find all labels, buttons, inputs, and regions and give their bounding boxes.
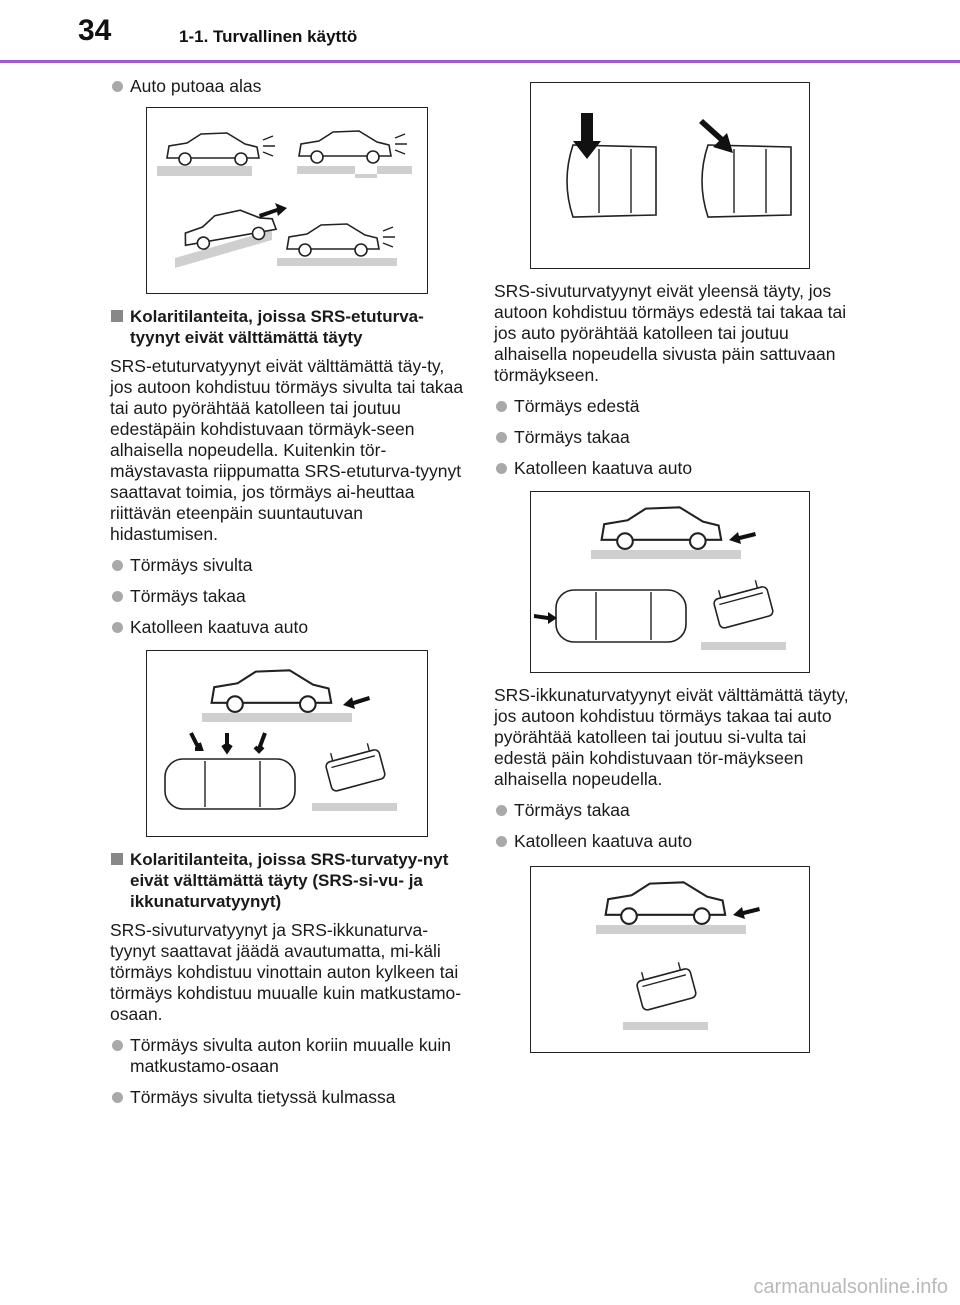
car-falling-illustration bbox=[147, 108, 427, 293]
bullet-front-collision: Törmäys edestä bbox=[494, 396, 849, 417]
bullet-rollover: Katolleen kaatuva auto bbox=[110, 617, 465, 638]
bullet-rear-collision-right: Törmäys takaa bbox=[494, 427, 849, 448]
left-column bbox=[110, 70, 465, 1118]
side-angle-illustration bbox=[531, 83, 809, 268]
figure-front-airbag-collisions bbox=[146, 650, 428, 837]
footer-watermark: carmanualsonline.info bbox=[753, 1276, 948, 1298]
bullet-rollover-right: Katolleen kaatuva auto bbox=[494, 458, 849, 479]
bullet-side-angle: Törmäys sivulta tietyssä kulmassa bbox=[110, 1087, 465, 1108]
figure-side-airbag-collisions bbox=[530, 491, 810, 673]
paragraph-side-airbags-general: SRS-sivuturvatyynyt eivät yleensä täyty, jos autoon kohdistuu törmäys edestä tai takaa tai jos auto pyörähtää katolleen tai joutuu alhaisella nopeudella sivusta päin sattuvaan törmäykseen. bbox=[494, 281, 847, 385]
bullet-side-collision: Törmäys sivulta bbox=[110, 555, 465, 576]
heading-side-airbags: Kolaritilanteita, joissa SRS-turvatyy-nyt eivät välttämättä täyty (SRS-si-vu- ja ikkunaturvatyynyt) bbox=[110, 849, 465, 912]
bullet-rear-collision: Törmäys takaa bbox=[110, 586, 465, 607]
side-airbag-illustration bbox=[531, 492, 809, 672]
header-rule bbox=[0, 60, 960, 63]
paragraph-curtain-airbags: SRS-ikkunaturvatyynyt eivät välttämättä täyty, jos autoon kohdistuu törmäys takaa tai auto pyörähtää katolleen tai joutuu si-vulta tai edestä päin kohdistuvaan tör-mäykseen alhaisella nopeudella. bbox=[494, 685, 849, 789]
paragraph-front-airbags: SRS-etuturvatyynyt eivät välttämättä täy-ty, jos autoon kohdistuu törmäys sivulta tai takaa tai auto pyörähtää katolleen tai joutuu edestäpäin kohdistuvaan törmäyk-seen alhaisella nopeudella. Kuitenkin tör-mäystavasta riippumatta SRS-etuturva-tyynyt saattavat toimia, jos törmäys ai-heuttaa riittävän eteenpäin suuntautuvan hidastumisen. bbox=[110, 356, 464, 544]
bullet-rollover-curtain: Katolleen kaatuva auto bbox=[494, 831, 849, 852]
page-number: 34 bbox=[78, 14, 112, 47]
right-column bbox=[494, 70, 849, 1065]
figure-car-falling bbox=[146, 107, 428, 294]
bullet-rear-collision-curtain: Törmäys takaa bbox=[494, 800, 849, 821]
page-header bbox=[0, 0, 960, 64]
front-airbag-illustration bbox=[147, 651, 427, 836]
paragraph-side-airbags: SRS-sivuturvatyynyt ja SRS-ikkunaturva-tyynyt saattavat jäädä avautumatta, mi-käli törmäys kohdistuu vinottain auton kylkeen tai törmäys kohdistuu muualle kuin matkustamo-osaan. bbox=[110, 920, 462, 1024]
heading-front-airbags: Kolaritilanteita, joissa SRS-etuturva-tyynyt eivät välttämättä täyty bbox=[110, 306, 465, 348]
figure-curtain-airbag-collisions bbox=[530, 866, 810, 1053]
bullet-side-body: Törmäys sivulta auton koriin muualle kuin matkustamo-osaan bbox=[110, 1035, 465, 1077]
figure-side-angle-collision bbox=[530, 82, 810, 269]
bullet-car-falls: Auto putoaa alas bbox=[110, 76, 465, 97]
section-title: 1-1. Turvallinen käyttö bbox=[179, 27, 358, 46]
curtain-airbag-illustration bbox=[531, 867, 809, 1052]
